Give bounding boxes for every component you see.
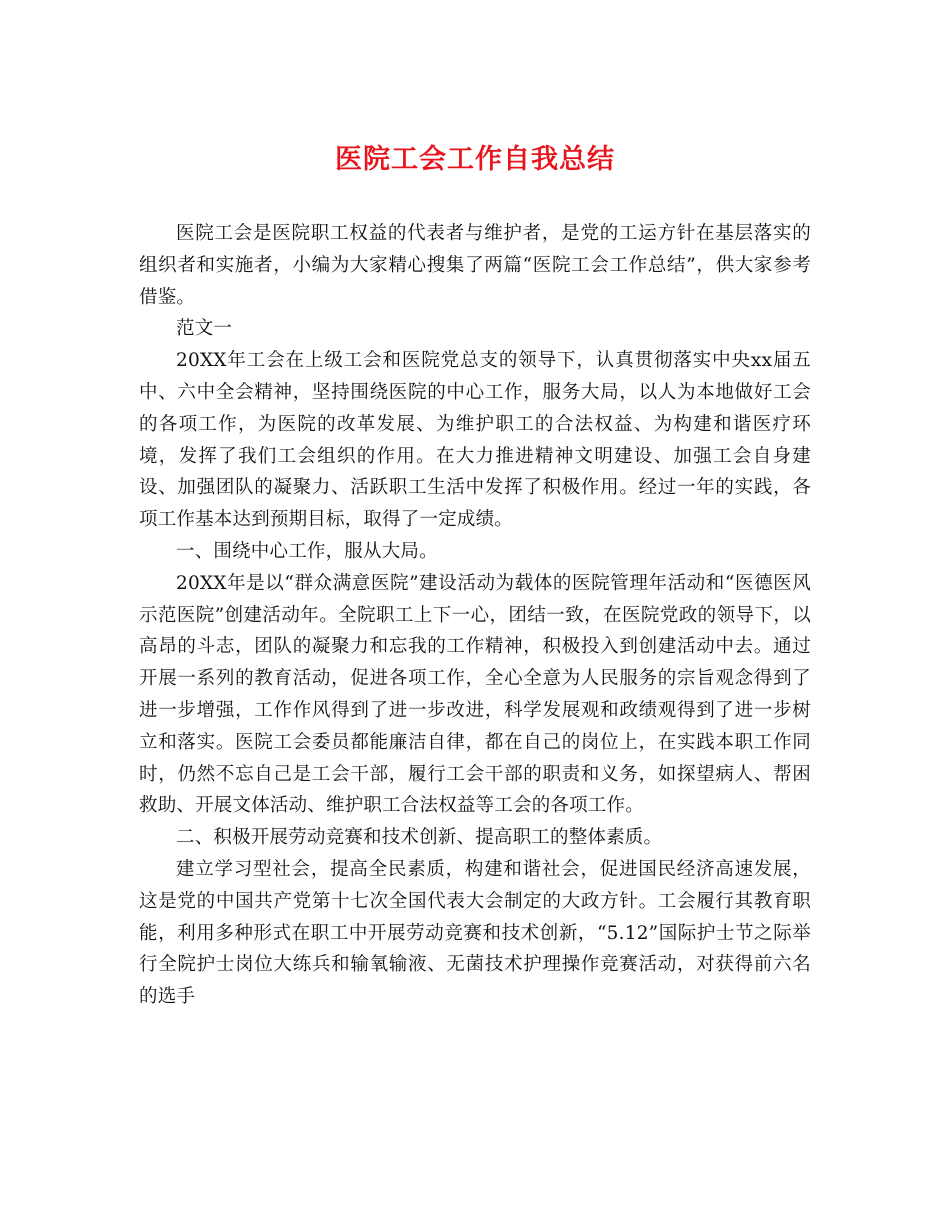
paragraph-section-2: 建立学习型社会，提高全民素质，构建和谐社会，促进国民经济高速发展，这是党的中国共产党第十七次全国代表大会制定的大政方针。工会履行其教育职能，利用多种形式在职工中开展劳动竞赛和技术创新，“5.12”国际护士节之际举行全院护士岗位大练兵和输氧输液、无菌技术护理操作竞赛活动，对获得前六名的选手 — [139, 858, 811, 1008]
paragraph-section-1: 20XX年是以“群众满意医院”建设活动为载体的医院管理年活动和“医德医风示范医院”创建活动年。全院职工上下一心，团结一致，在医院党政的领导下，以高昂的斗志，团队的凝聚力和忘我的工作精神，积极投入到创建活动中去。通过开展一系列的教育活动，促进各项工作，全心全意为人民服务的宗旨观念得到了进一步增强，工作作风得到了进一步改进，科学发展观和政绩观得到了进一步树立和落实。医院工会委员都能廉洁自律，都在自己的岗位上，在实践本职工作同时，仍然不忘自己是工会干部，履行工会干部的职责和义务，如探望病人、帮困救助、开展文体活动、维护职工合法权益等工会的各项工作。 — [139, 572, 811, 817]
paragraph-sample-heading: 范文一 — [176, 318, 233, 340]
paragraph-intro: 医院工会是医院职工权益的代表者与维护者，是党的工运方针在基层落实的组织者和实施者，小编为大家精心搜集了两篇“医院工会工作总结”，供大家参考借鉴。 — [139, 223, 811, 308]
section-heading-1: 一、围绕中心工作，服从大局。 — [176, 540, 438, 562]
document-title: 医院工会工作自我总结 — [335, 144, 615, 175]
paragraph-overview: 20XX年工会在上级工会和医院党总支的领导下，认真贯彻落实中央xx届五中、六中全会精神，坚持围绕医院的中心工作，服务大局，以人为本地做好工会的各项工作，为医院的改革发展、为维护职工的合法权益、为构建和谐医疗环境，发挥了我们工会组织的作用。在大力推进精神文明建设、加强工会自身建设、加强团队的凝聚力、活跃职工生活中发挥了积极作用。经过一年的实践，各项工作基本达到预期目标，取得了一定成绩。 — [139, 350, 811, 531]
document-body — [139, 218, 811, 1013]
section-heading-2: 二、积极开展劳动竞赛和技术创新、提高职工的整体素质。 — [176, 827, 663, 849]
